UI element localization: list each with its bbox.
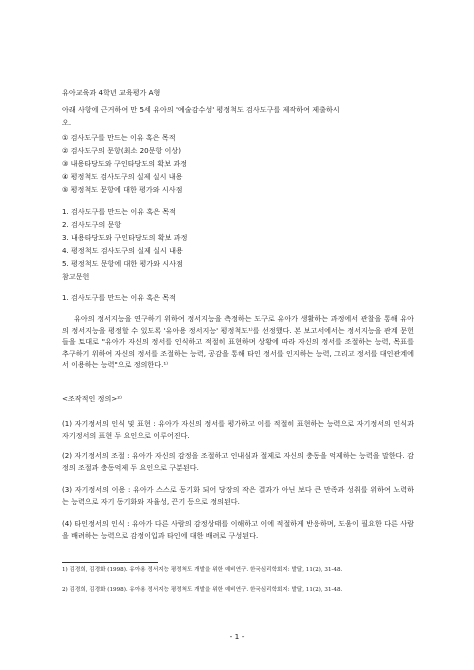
course-heading: 유아교육과 4학년 교육평가 A형 (62, 88, 161, 97)
toc-item: 1. 검사도구를 만드는 이유 혹은 목적 (62, 207, 176, 216)
references-label: 참고문헌 (62, 272, 90, 281)
definition-item: (4) 타인정서의 인식 : 유아가 다른 사람의 감정상태를 이해하고 이에 적절하게 반응하며, 도움이 필요한 다른 사람을 배려하는 능력으로 감정이입과 타인에 대한 배려로 구성된다. (62, 519, 414, 540)
toc-item: 4. 평정척도 검사도구의 실제 실시 내용 (62, 246, 183, 255)
definition-item: (2) 자기정서의 조절 : 유아가 자신의 감정을 조절하고 인내심과 절제로 자신의 충동을 억제하는 능력을 말한다. 감정의 조절과 충동억제 두 요인으로 구분된다. (62, 451, 414, 472)
requirement-item: ① 검사도구를 만드는 이유 혹은 목적 (62, 133, 176, 142)
instruction-line-1: 아래 사항에 근거하여 만 5세 유아의 '예술감수성' 평정척도 검사도구를 제작하여 제출하시 (62, 105, 340, 114)
footnote: 2) 김경희, 김경화 (1998). 유아용 정서지능 평정척도 개발을 위한 예비연구. 한국심리학회지: 발달, 11(2), 31-48. (62, 587, 343, 593)
section-title: 1. 검사도구를 만드는 이유 혹은 목적 (62, 293, 176, 302)
requirement-item: ③ 내용타당도와 구인타당도의 확보 과정 (62, 159, 188, 168)
toc-item: 3. 내용타당도와 구인타당도의 확보 과정 (62, 233, 188, 242)
requirement-item: ⑤ 평정척도 문항에 대한 평가와 시사점 (62, 185, 183, 194)
requirement-item: ② 검사도구의 문항(최소 20문항 이상) (62, 146, 182, 155)
toc-item: 5. 평정척도 문항에 대한 평가와 시사점 (62, 259, 183, 268)
operational-definition-label: <조작적인 정의>²⁾ (62, 394, 122, 403)
definition-item: (1) 자기정서의 인식 및 표현 : 유아가 자신의 정서를 평가하고 이를 적절히 표현하는 능력으로 자기정서의 인식과 자기정서의 표현 두 요인으로 이루어진다. (62, 419, 414, 440)
footnote: 1) 김경희, 김경화 (1998). 유아용 정서지능 평정척도 개발을 위한 예비연구. 한국심리학회지: 발달, 11(2), 31-48. (62, 567, 343, 573)
page-number: - 1 - (229, 632, 245, 641)
instruction-line-2: 오. (62, 118, 72, 127)
footnote-divider (62, 562, 158, 563)
body-paragraph: 유아의 정서지능을 연구하기 위하여 정서지능을 측정하는 도구로 유아가 생활하는 과정에서 관찰을 통해 유아의 정서지능을 평정할 수 있도록 '유아용 정서지능' 평정척도¹⁾를 선정했다. 본 보고서에서는 정서지능을 관계 문헌들을 토대로 "유아가 자신의 정서를 인식하고 적절히 표현하며 상황에 따라 자신의 정서를 조절하는 능력, 목표를 추구하기 위하여 자신의 정서를 조절하는 능력, 공감을 통해 타인 정서를 인지하는 능력, 그리고 정서를 대인관계에서 이용하는 능력"으로 정의한다.¹⁾ (62, 314, 414, 370)
toc-item: 2. 검사도구의 문항 (62, 220, 122, 229)
definition-item: (3) 자기정서의 이용 : 유아가 스스로 동기화 되어 당장의 작은 결과가 아닌 보다 큰 만족과 성취를 위하여 노력하는 능력으로 자기 동기화와 자율성, 끈기 등으로 정의된다. (62, 485, 414, 506)
requirement-item: ④ 평정척도 검사도구의 실제 실시 내용 (62, 172, 183, 181)
